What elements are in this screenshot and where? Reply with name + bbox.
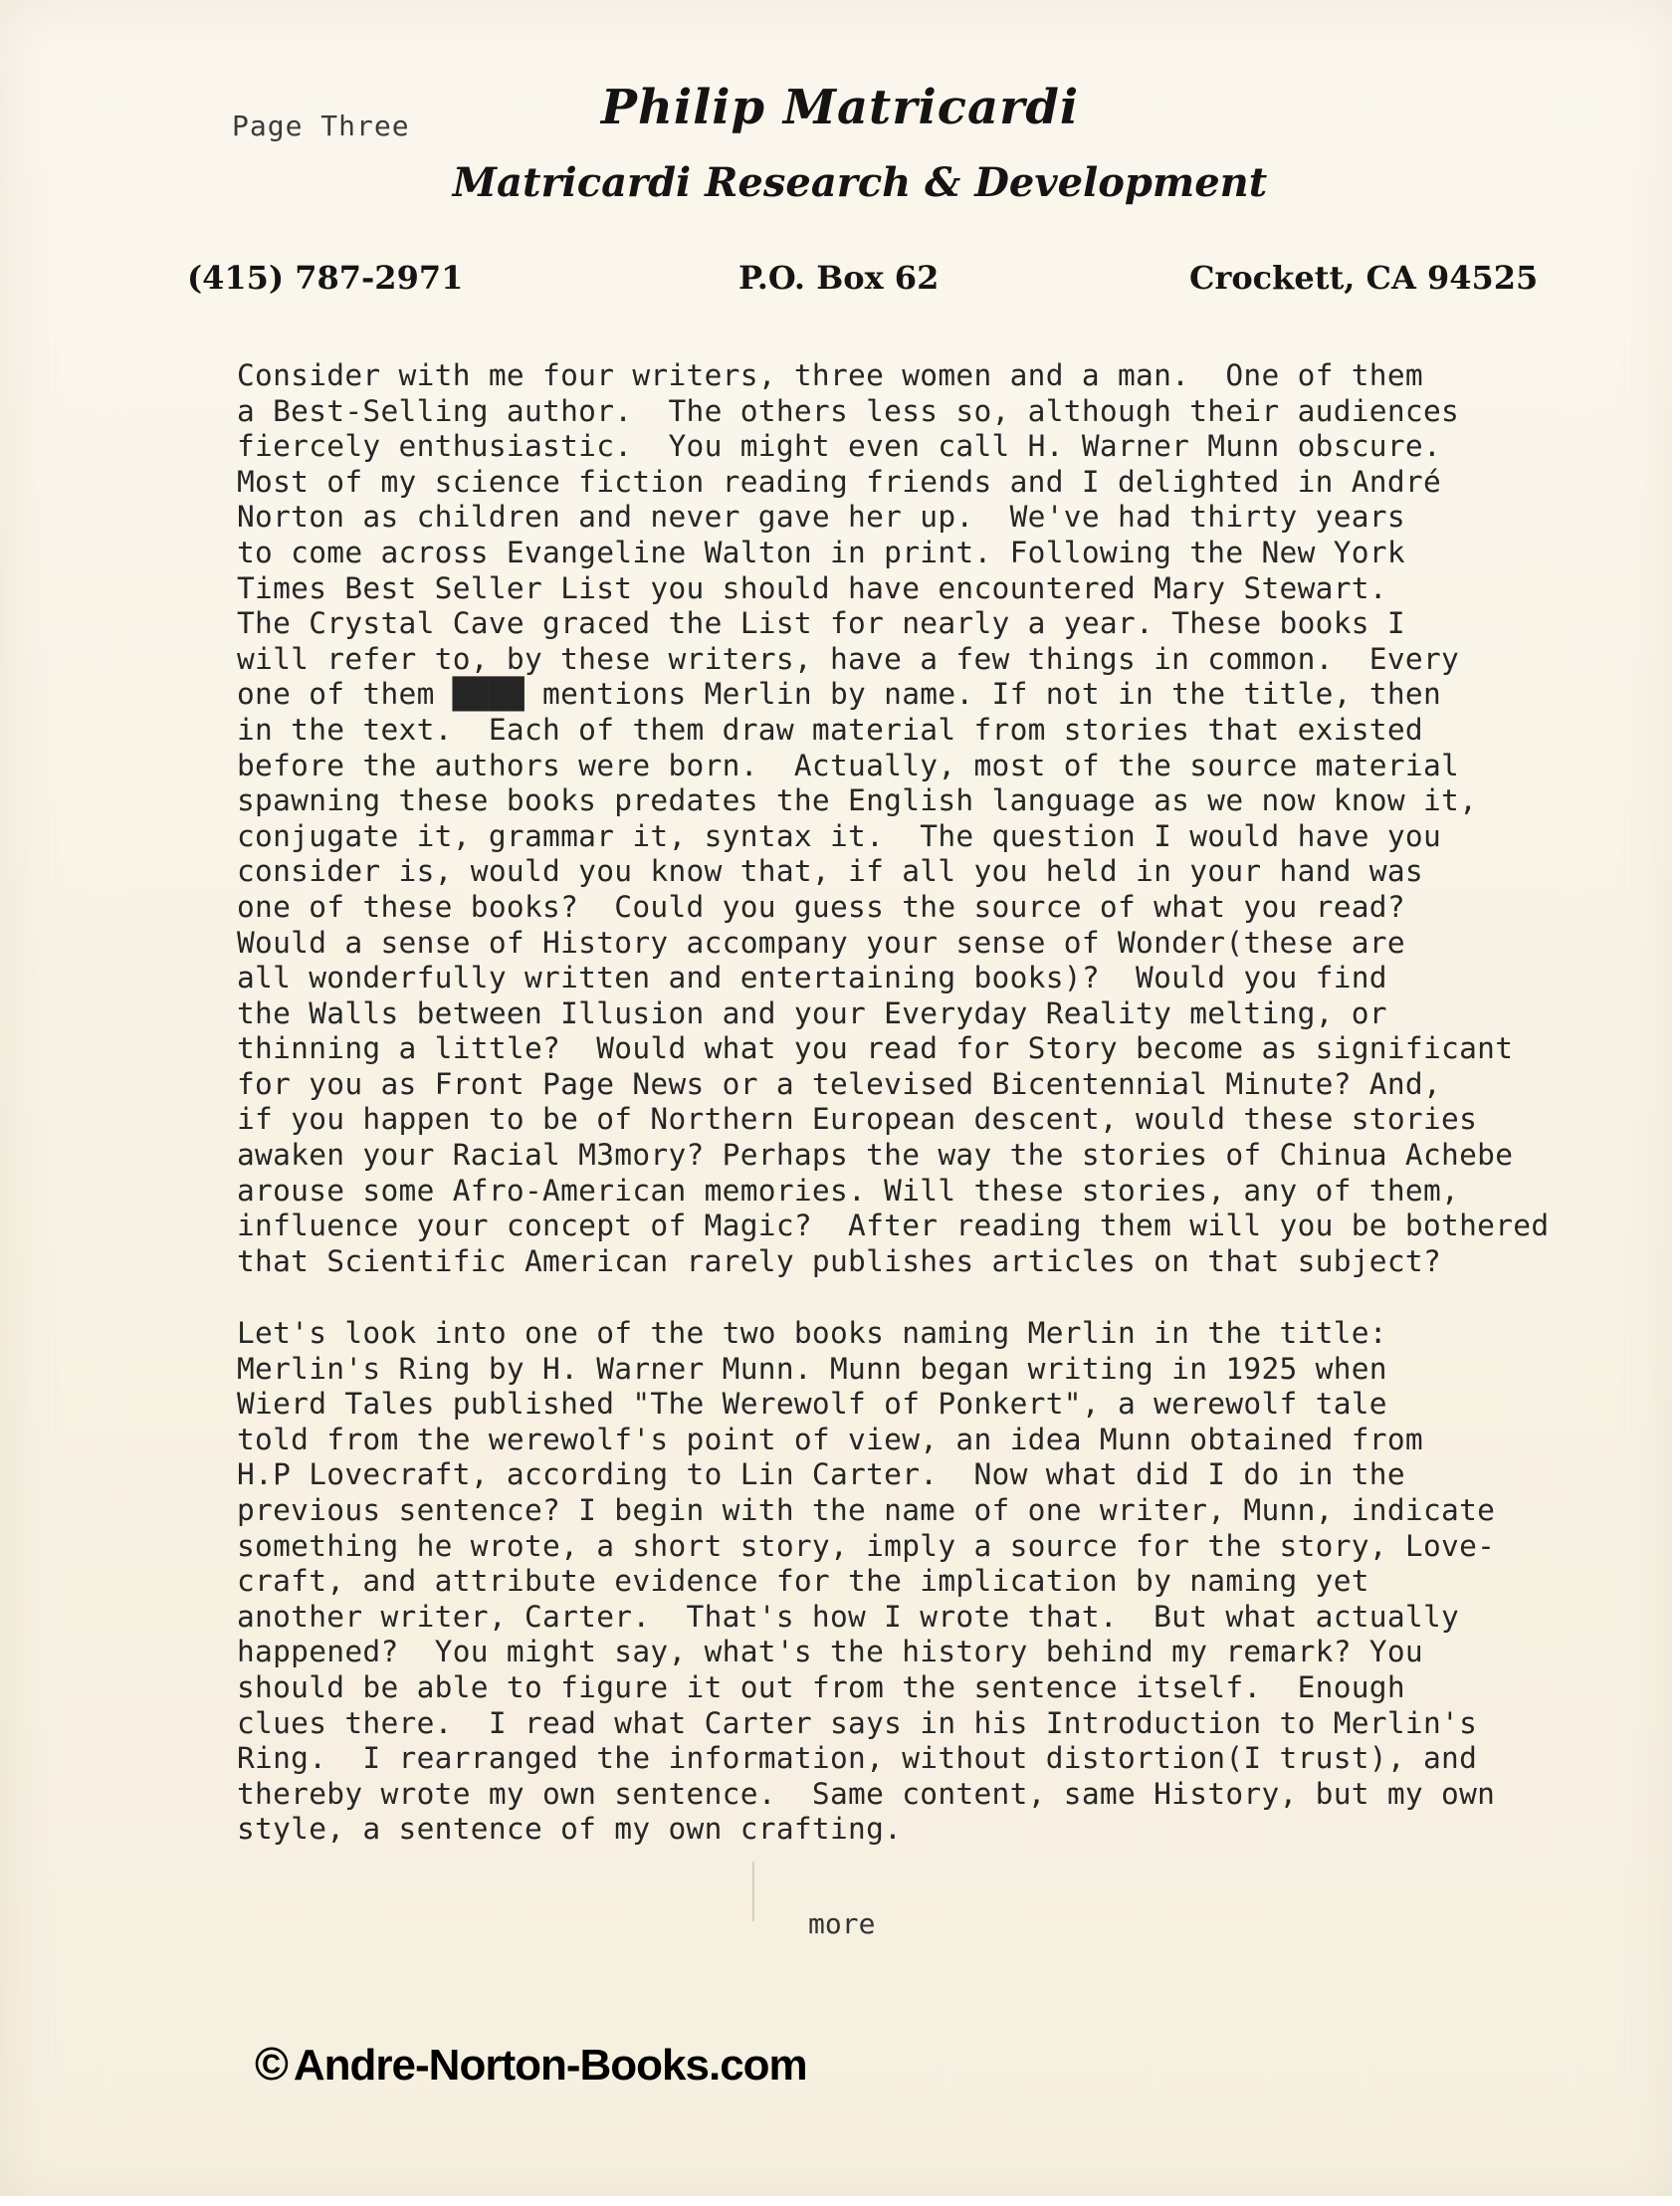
page-number-label: Page Three bbox=[232, 110, 410, 142]
watermark-text: Andre-Norton-Books.com bbox=[293, 2041, 807, 2090]
copyright-watermark bbox=[255, 2037, 807, 2091]
letterhead-phone: (415) 787-2971 bbox=[187, 259, 464, 297]
body-paragraph-1: Consider with me four writers, three women and a man. One of them a Best-Selling author. The others less so, although their audiences fiercely enthusiastic. You might even call H. Warner Munn obscure. Most of my science fiction reading friends and I delighted in André Norton as children and never gave her up. We've had thirty years to come across Evangeline Walton in print. Following the New York Times Best Seller List you should have encountered Mary Stewart. The Crystal Cave graced the List for nearly a year. These books I will refer to, by these writers, have a few things in common. Every one of them ████ mentions Merlin by name. If not in the title, then in the text. Each of them draw material from stories that existed before the authors were born. Actually, most of the source material spawning these books predates the English language as we now know it, conjugate it, grammar it, syntax it. The question I would have you consider is, would you know that, if all you held in your hand was one of these books? Could you guess the source of what you read? Would a sense of History accompany your sense of Wonder(these are all wonderfully written and entertaining books)? Would you find the Walls between Illusion and your Everyday Reality melting, or thinning a little? Would what you read for Story become as significant for you as Front Page News or a televised Bicentennial Minute? And, if you happen to be of Northern European descent, would these stories awaken your Racial M3mory? Perhaps the way the stories of Chinua Achebe arouse some Afro-American memories. Will these stories, any of them, influence your concept of Magic? After reading them will you be bothered that Scientific American rarely publishes articles on that subject? bbox=[237, 358, 1550, 1278]
letterhead-po-box: P.O. Box 62 bbox=[738, 259, 940, 297]
continued-label: more bbox=[808, 1907, 876, 1940]
letterhead-company: Matricardi Research & Development bbox=[452, 159, 1268, 206]
letterhead-name: Philip Matricardi bbox=[600, 80, 1080, 135]
paper-fold-mark bbox=[752, 1862, 754, 1921]
scan-edge-right bbox=[1672, 0, 1680, 2206]
body-paragraph-2: Let's look into one of the two books naming Merlin in the title: Merlin's Ring by H. Warner Munn. Munn began writing in 1925 when Wierd Tales published "The Werewolf of Ponkert", a werewolf tale told from the werewolf's point of view, an idea Munn obtained from H.P Lovecraft, according to Lin Carter. Now what did I do in the previous sentence? I begin with the name of one writer, Munn, indicate something he wrote, a short story, imply a source for the story, Love- craft, and attribute evidence for the implication by naming yet another writer, Carter. That's how I wrote that. But what actually happened? You might say, what's the history behind my remark? You should be able to figure it out from the sentence itself. Enough clues there. I read what Carter says in his Introduction to Merlin's Ring. I rearranged the information, without distortion(I trust), and thereby wrote my own sentence. Same content, same History, but my own style, a sentence of my own crafting. bbox=[237, 1316, 1496, 1847]
scan-edge-bottom bbox=[0, 2196, 1680, 2206]
copyright-icon: © bbox=[255, 2038, 288, 2090]
letterhead-city: Crockett, CA 94525 bbox=[1189, 259, 1539, 297]
